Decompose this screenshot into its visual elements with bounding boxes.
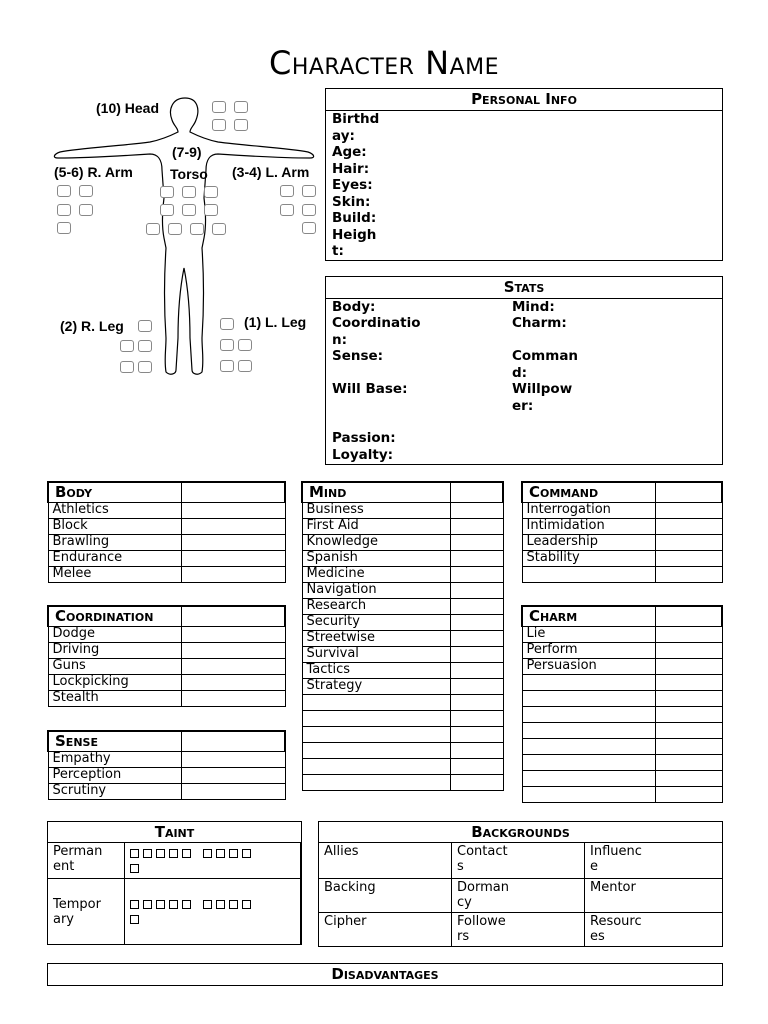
hit-box-r-arm[interactable]	[57, 222, 71, 234]
skill-name: Research	[302, 599, 451, 615]
skill-name: Tactics	[302, 663, 451, 679]
skill-value-field[interactable]	[182, 503, 286, 519]
skill-name	[522, 675, 656, 691]
skill-group-value[interactable]	[182, 606, 286, 627]
skills-sense-table	[47, 730, 286, 800]
stat-will-base[interactable]: Will Base:	[332, 381, 408, 397]
field-height[interactable]: Heigh t:	[332, 226, 377, 259]
checkbox[interactable]	[182, 900, 191, 909]
skill-name	[302, 695, 451, 711]
skill-value-field[interactable]	[182, 784, 286, 800]
checkbox[interactable]	[242, 900, 251, 909]
skill-value-field[interactable]	[451, 535, 504, 551]
skill-name: Driving	[48, 643, 182, 659]
disadvantages-header: Disadvantages	[331, 965, 439, 983]
skill-value-field[interactable]	[182, 627, 286, 643]
skill-name: Survival	[302, 647, 451, 663]
skill-value-field[interactable]	[656, 755, 723, 771]
skill-name: Perception	[48, 768, 182, 784]
personal-info-header: Personal Info	[326, 89, 722, 111]
label-torso-num: (7-9)	[172, 144, 202, 160]
hit-box-torso[interactable]	[182, 204, 196, 216]
hit-box-r-arm[interactable]	[57, 185, 71, 197]
disadvantages-box	[47, 963, 723, 986]
field-skin[interactable]: Skin:	[332, 193, 371, 210]
checkbox[interactable]	[169, 900, 178, 909]
checkbox[interactable]	[229, 849, 238, 858]
hit-box-r-arm[interactable]	[57, 204, 71, 216]
skill-value-field[interactable]	[656, 519, 723, 535]
label-r-arm: (5-6) R. Arm	[54, 164, 133, 180]
skill-group-value[interactable]	[182, 731, 286, 752]
skill-value-field[interactable]	[656, 691, 723, 707]
skill-group-value[interactable]	[656, 482, 723, 503]
hit-box-l-arm[interactable]	[302, 222, 316, 234]
checkbox[interactable]	[130, 900, 139, 909]
stats-header: Stats	[326, 277, 722, 299]
checkbox[interactable]	[203, 900, 212, 909]
body-figure	[40, 88, 330, 388]
skill-value-field[interactable]	[656, 771, 723, 787]
personal-info-fields	[332, 111, 392, 260]
backgrounds-table	[318, 821, 723, 947]
skill-name: Athletics	[48, 503, 182, 519]
skill-name: Security	[302, 615, 451, 631]
skill-value-field[interactable]	[182, 551, 286, 567]
skill-value-field[interactable]	[451, 615, 504, 631]
taint-permanent-label: Perman ent	[48, 843, 125, 879]
skill-value-field[interactable]	[656, 787, 723, 803]
skill-name	[522, 567, 656, 583]
hit-box-torso[interactable]	[182, 186, 196, 198]
skill-value-field[interactable]	[451, 567, 504, 583]
hit-box-l-leg[interactable]	[220, 318, 234, 330]
stat-coordination[interactable]: Coordinatio n:	[332, 315, 421, 348]
checkbox[interactable]	[130, 864, 139, 873]
skill-value-field[interactable]	[656, 551, 723, 567]
skill-name	[522, 755, 656, 771]
skill-value-field[interactable]	[451, 519, 504, 535]
checkbox[interactable]	[130, 915, 139, 924]
background-cell[interactable]: Followe rs	[452, 913, 585, 947]
skill-value-field[interactable]	[451, 727, 504, 743]
skill-value-field[interactable]	[182, 659, 286, 675]
skill-value-field[interactable]	[451, 583, 504, 599]
hit-box-l-arm[interactable]	[302, 185, 316, 197]
skill-value-field[interactable]	[451, 503, 504, 519]
taint-temporary-label: Tempor ary	[48, 879, 125, 945]
stat-passion[interactable]: Passion:	[332, 430, 396, 446]
skill-value-field[interactable]	[451, 759, 504, 775]
label-l-leg: (1) L. Leg	[244, 314, 307, 330]
skill-name: Navigation	[302, 583, 451, 599]
label-head: (10) Head	[96, 100, 160, 116]
hit-box-l-arm[interactable]	[280, 204, 294, 216]
stat-command[interactable]: Comman d:	[512, 348, 579, 381]
stats-box	[325, 276, 723, 465]
skill-name: Business	[302, 503, 451, 519]
checkbox[interactable]	[229, 900, 238, 909]
hit-box-r-leg[interactable]	[138, 340, 152, 352]
skill-name: Brawling	[48, 535, 182, 551]
hit-box-r-arm[interactable]	[79, 204, 93, 216]
skill-value-field[interactable]	[656, 503, 723, 519]
skills-mind-table	[301, 481, 504, 791]
skill-value-field[interactable]	[451, 647, 504, 663]
skill-value-field[interactable]	[182, 567, 286, 583]
skill-name: Stealth	[48, 691, 182, 707]
skill-group-header: Sense	[48, 731, 182, 752]
hit-box-r-arm[interactable]	[79, 185, 93, 197]
skill-value-field[interactable]	[182, 691, 286, 707]
field-hair[interactable]: Hair:	[332, 160, 370, 177]
skill-group-value[interactable]	[451, 482, 504, 503]
hit-box-torso[interactable]	[160, 186, 174, 198]
skill-name	[302, 727, 451, 743]
taint-spacer	[301, 879, 302, 945]
skills-body-table	[47, 481, 286, 583]
skill-name: Spanish	[302, 551, 451, 567]
hit-box-r-leg[interactable]	[120, 361, 134, 373]
skill-value-field[interactable]	[182, 519, 286, 535]
checkbox[interactable]	[216, 849, 225, 858]
taint-spacer	[301, 843, 302, 879]
skill-name: Streetwise	[302, 631, 451, 647]
hit-box-torso[interactable]	[204, 204, 218, 216]
skill-value-field[interactable]	[451, 631, 504, 647]
checkbox[interactable]	[143, 900, 152, 909]
skill-value-field[interactable]	[656, 567, 723, 583]
skill-name: Lockpicking	[48, 675, 182, 691]
hit-box-l-leg[interactable]	[220, 360, 234, 372]
skill-name: Empathy	[48, 752, 182, 768]
skill-name	[302, 759, 451, 775]
taint-table	[47, 821, 302, 945]
skill-value-field[interactable]	[656, 643, 723, 659]
stat-sense[interactable]: Sense:	[332, 348, 384, 364]
skill-name: Scrutiny	[48, 784, 182, 800]
background-cell[interactable]: Contact s	[452, 843, 585, 879]
skill-value-field[interactable]	[451, 743, 504, 759]
skill-name: Medicine	[302, 567, 451, 583]
skill-name	[522, 723, 656, 739]
skill-group-value[interactable]	[656, 606, 723, 627]
skill-name	[522, 691, 656, 707]
skill-name: Leadership	[522, 535, 656, 551]
hit-box-torso[interactable]	[168, 223, 182, 235]
checkbox[interactable]	[169, 849, 178, 858]
hit-box-l-leg[interactable]	[238, 339, 252, 351]
hit-box-head[interactable]	[212, 101, 226, 113]
label-l-arm: (3-4) L. Arm	[232, 164, 310, 180]
hit-box-head[interactable]	[234, 119, 248, 131]
skill-value-field[interactable]	[451, 775, 504, 791]
skill-value-field[interactable]	[182, 752, 286, 768]
skill-name: Endurance	[48, 551, 182, 567]
skill-name: Knowledge	[302, 535, 451, 551]
skill-value-field[interactable]	[656, 723, 723, 739]
stat-loyalty[interactable]: Loyalty:	[332, 447, 394, 463]
skill-name: Intimidation	[522, 519, 656, 535]
skill-name	[302, 775, 451, 791]
skill-value-field[interactable]	[451, 695, 504, 711]
skill-value-field[interactable]	[656, 707, 723, 723]
stat-body[interactable]: Body:	[332, 299, 376, 315]
skill-value-field[interactable]	[656, 627, 723, 643]
skill-value-field[interactable]	[656, 739, 723, 755]
taint-header: Taint	[48, 822, 302, 843]
field-age[interactable]: Age:	[332, 144, 367, 160]
background-cell[interactable]: Dorman cy	[452, 879, 585, 913]
page-title: Character Name	[268, 44, 500, 82]
checkbox[interactable]	[182, 849, 191, 858]
skill-value-field[interactable]	[182, 535, 286, 551]
skill-name: Lie	[522, 627, 656, 643]
skill-name: First Aid	[302, 519, 451, 535]
skill-name	[302, 743, 451, 759]
skill-name: Strategy	[302, 679, 451, 695]
skill-name: Stability	[522, 551, 656, 567]
skill-value-field[interactable]	[656, 675, 723, 691]
background-cell[interactable]: Cipher	[319, 913, 452, 947]
skill-name: Melee	[48, 567, 182, 583]
stat-mind[interactable]: Mind:	[512, 299, 555, 315]
backgrounds-header: Backgrounds	[319, 822, 723, 843]
checkbox[interactable]	[156, 900, 165, 909]
checkbox[interactable]	[242, 849, 251, 858]
background-cell[interactable]: Resourc es	[585, 913, 723, 947]
skill-group-header: Charm	[522, 606, 656, 627]
skill-group-header: Body	[48, 482, 182, 503]
hit-box-l-leg[interactable]	[220, 339, 234, 351]
skill-group-header: Command	[522, 482, 656, 503]
background-cell[interactable]: Allies	[319, 843, 452, 879]
personal-info-box	[325, 88, 723, 261]
checkbox[interactable]	[143, 849, 152, 858]
skills-command-table	[521, 481, 723, 583]
hit-box-r-leg[interactable]	[138, 320, 152, 332]
skill-value-field[interactable]	[451, 599, 504, 615]
hit-box-l-arm[interactable]	[280, 185, 294, 197]
skill-value-field[interactable]	[182, 643, 286, 659]
skill-group-value[interactable]	[182, 482, 286, 503]
skill-value-field[interactable]	[656, 535, 723, 551]
checkbox[interactable]	[156, 849, 165, 858]
skill-value-field[interactable]	[451, 663, 504, 679]
checkbox[interactable]	[130, 849, 139, 858]
skill-value-field[interactable]	[182, 675, 286, 691]
skill-name: Persuasion	[522, 659, 656, 675]
label-torso: Torso	[170, 166, 208, 182]
background-cell[interactable]: Mentor	[585, 879, 723, 913]
skill-value-field[interactable]	[451, 711, 504, 727]
checkbox[interactable]	[216, 900, 225, 909]
skill-value-field[interactable]	[656, 659, 723, 675]
skill-name: Perform	[522, 643, 656, 659]
field-birthday[interactable]: Birthd ay:	[332, 111, 380, 144]
hit-box-torso[interactable]	[146, 223, 160, 235]
hit-box-torso[interactable]	[212, 223, 226, 235]
hit-box-head[interactable]	[234, 101, 248, 113]
skill-name	[302, 711, 451, 727]
hit-box-torso[interactable]	[190, 223, 204, 235]
skill-name	[522, 771, 656, 787]
skill-name	[522, 787, 656, 803]
skill-name: Block	[48, 519, 182, 535]
skill-group-header: Coordination	[48, 606, 182, 627]
taint-permanent-boxes	[125, 843, 301, 879]
skill-name	[522, 707, 656, 723]
label-r-leg: (2) R. Leg	[60, 318, 124, 334]
hit-box-l-arm[interactable]	[302, 204, 316, 216]
skills-coordination-table	[47, 605, 286, 707]
skill-value-field[interactable]	[182, 768, 286, 784]
human-silhouette-icon	[40, 88, 330, 388]
skill-name	[522, 739, 656, 755]
hit-box-r-leg[interactable]	[120, 340, 134, 352]
taint-temporary-boxes	[125, 879, 301, 945]
hit-box-r-leg[interactable]	[138, 361, 152, 373]
hit-box-torso[interactable]	[160, 204, 174, 216]
hit-box-head[interactable]	[212, 119, 226, 131]
skill-name: Dodge	[48, 627, 182, 643]
skill-group-header: Mind	[302, 482, 451, 503]
field-build[interactable]: Build:	[332, 210, 377, 226]
skill-value-field[interactable]	[451, 551, 504, 567]
checkbox[interactable]	[203, 849, 212, 858]
skill-name: Interrogation	[522, 503, 656, 519]
stat-willpower[interactable]: Willpow er:	[512, 381, 573, 414]
background-cell[interactable]: Influenc e	[585, 843, 723, 879]
stat-charm[interactable]: Charm:	[512, 315, 567, 331]
skill-value-field[interactable]	[451, 679, 504, 695]
skills-charm-table	[521, 605, 723, 803]
skill-name: Guns	[48, 659, 182, 675]
hit-box-l-leg[interactable]	[238, 360, 252, 372]
field-eyes[interactable]: Eyes:	[332, 177, 373, 193]
background-cell[interactable]: Backing	[319, 879, 452, 913]
hit-box-torso[interactable]	[204, 186, 218, 198]
